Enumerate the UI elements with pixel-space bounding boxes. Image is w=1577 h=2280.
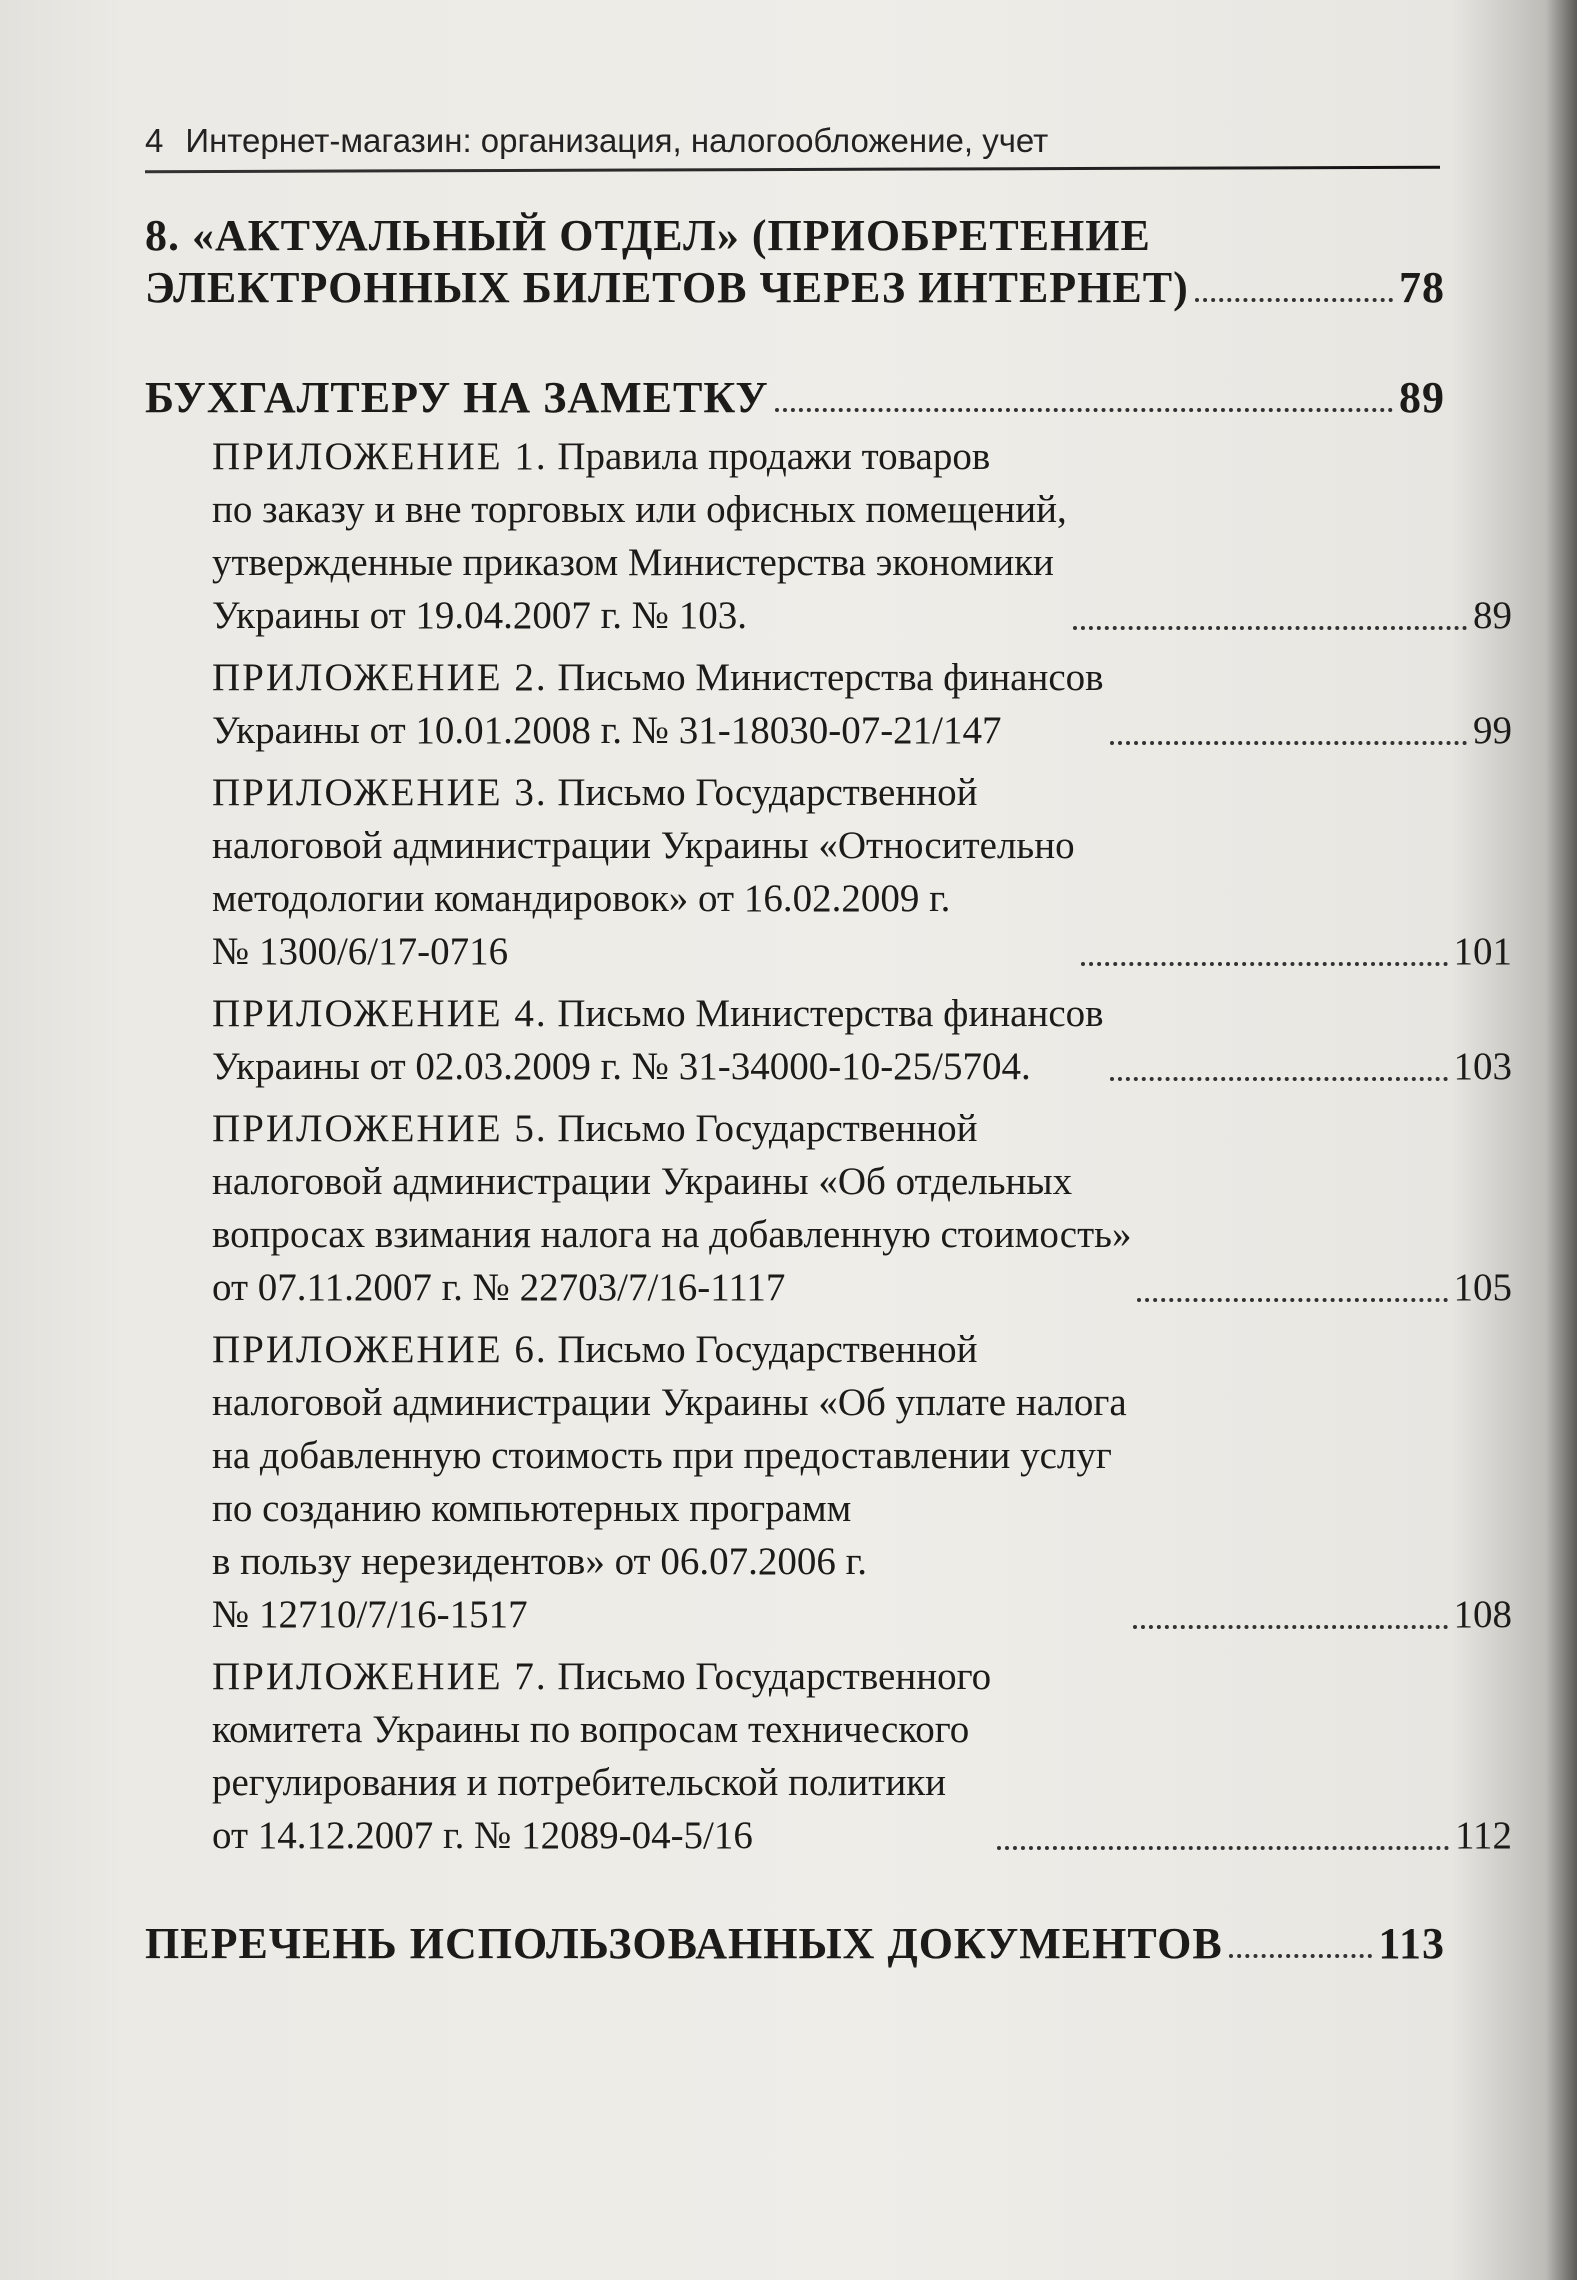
toc-entry-title: ПЕРЕЧЕНЬ ИСПОЛЬЗОВАННЫХ ДОКУМЕНТОВ [145, 1919, 1223, 1968]
appendix-label: ПРИЛОЖЕНИЕ 2. [212, 656, 548, 699]
appendix-description: Письмо Министерства финансов Украины от 02.03.2009 г. № 31-34000-10-25/5704. [212, 992, 1104, 1088]
toc-page-number: 108 [1453, 1593, 1512, 1636]
toc-page-number: 89 [1399, 373, 1445, 422]
toc-page-number: 101 [1453, 930, 1512, 973]
toc-entry-title [212, 1102, 1131, 1314]
toc-page-number: 113 [1378, 1919, 1445, 1968]
toc-entry-appendix-2[interactable] [145, 651, 1512, 757]
toc-page-number: 99 [1473, 709, 1512, 752]
toc-entry-title [212, 430, 1067, 642]
appendix-label: ПРИЛОЖЕНИЕ 6. [212, 1328, 548, 1371]
toc-entry-appendix-7[interactable] [145, 1650, 1512, 1862]
toc-entry-title [212, 766, 1075, 978]
toc-entry-section-accountant[interactable] [145, 372, 1445, 424]
appendix-description: Письмо Государственного комитета Украины по вопросам технического регулирования и потребительской политики от 14.12.2007 г. № 12089-04-5/16 [212, 1655, 992, 1857]
appendix-label: ПРИЛОЖЕНИЕ 4. [212, 992, 548, 1035]
toc-entry-appendix-1[interactable] [145, 430, 1512, 642]
appendix-description: Письмо Государственной налоговой администрации Украины «Относительно методологии командировок» от 16.02.2009 г. № 1300/6/17-0716 [212, 771, 1075, 973]
dot-leader [775, 408, 1393, 412]
toc-entry-appendix-5[interactable] [145, 1102, 1512, 1314]
toc-entry-title [212, 987, 1104, 1093]
dot-leader [1081, 962, 1448, 966]
table-of-contents [145, 210, 1512, 1970]
appendix-label: ПРИЛОЖЕНИЕ 3. [212, 771, 548, 814]
dot-leader [1110, 1077, 1448, 1081]
toc-entry-appendix-3[interactable] [145, 766, 1512, 978]
toc-page-number: 89 [1473, 594, 1512, 637]
appendix-description: Письмо Министерства финансов Украины от 10.01.2008 г. № 31-18030-07-21/147 [212, 656, 1104, 752]
toc-entry-title: БУХГАЛТЕРУ НА ЗАМЕТКУ [145, 373, 769, 422]
appendix-label: ПРИЛОЖЕНИЕ 1. [212, 435, 548, 478]
toc-entry-title: 8. «АКТУАЛЬНЫЙ ОТДЕЛ» (ПРИОБРЕТЕНИЕ ЭЛЕКТРОННЫХ БИЛЕТОВ ЧЕРЕЗ ИНТЕРНЕТ) [145, 211, 1189, 312]
toc-entry-title [212, 1323, 1127, 1641]
appendix-description: Письмо Государственной налоговой администрации Украины «Об уплате налога на добавленную стоимость при предоставлении услуг по созданию компьютерных программ в пользу нерезидентов» от 06.07.2006 г. № 12710/7/16-1517 [212, 1328, 1127, 1636]
page-number: 4 [145, 122, 164, 159]
toc-entry-appendix-6[interactable] [145, 1323, 1512, 1641]
dot-leader [997, 1846, 1449, 1850]
toc-page-number: 78 [1399, 263, 1445, 312]
appendix-description: Письмо Государственной налоговой администрации Украины «Об отдельных вопросах взимания налога на добавленную стоимость» от 07.11.2007 г. № 22703/7/16-1117 [212, 1107, 1132, 1309]
toc-entry-title [212, 1650, 991, 1862]
toc-entry-appendix-4[interactable] [145, 987, 1512, 1093]
appendix-description: Правила продажи товаров по заказу и вне торговых или офисных помещений, утвержденные приказом Министерства экономики Украины от 19.04.2007 г. № 103. [212, 435, 1067, 637]
dot-leader [1133, 1625, 1448, 1629]
dot-leader [1195, 298, 1393, 302]
toc-entry-documents-list[interactable] [145, 1918, 1445, 1970]
toc-page-number: 103 [1453, 1045, 1512, 1088]
toc-entry-section-8[interactable] [145, 210, 1445, 314]
running-head-title: Интернет-магазин: организация, налогообложение, учет [185, 122, 1049, 159]
toc-page-number: 112 [1454, 1814, 1512, 1857]
toc-page-number: 105 [1453, 1266, 1512, 1309]
dot-leader [1110, 741, 1467, 745]
toc-entry-title [212, 651, 1104, 757]
appendix-label: ПРИЛОЖЕНИЕ 7. [212, 1655, 548, 1698]
appendix-label: ПРИЛОЖЕНИЕ 5. [212, 1107, 548, 1150]
dot-leader [1073, 626, 1467, 630]
dot-leader [1229, 1954, 1373, 1958]
dot-leader [1137, 1298, 1447, 1302]
running-head [145, 112, 1440, 170]
